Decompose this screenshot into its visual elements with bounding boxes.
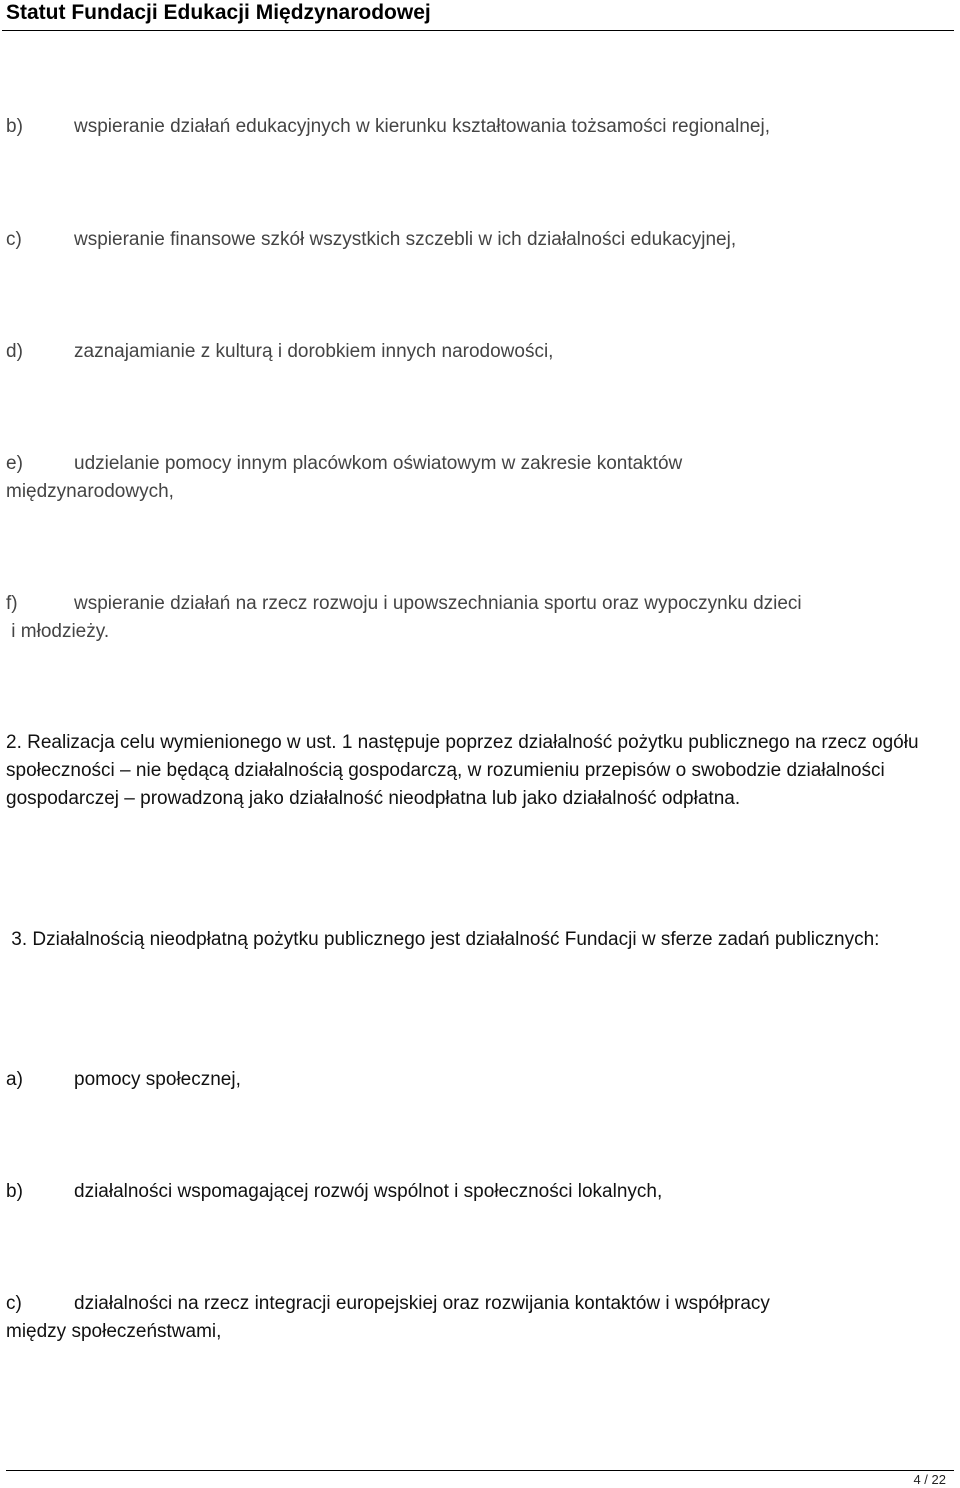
list-item-text: wspieranie działań na rzecz rozwoju i upowszechniania sportu oraz wypoczynku dzieci — [74, 593, 802, 614]
list-item-continuation: i młodzieży. — [6, 621, 110, 642]
list-marker: e) — [6, 453, 23, 474]
document-title: Statut Fundacji Edukacji Międzynarodowej — [6, 1, 431, 24]
list-marker: c) — [6, 1293, 22, 1314]
footer-divider — [6, 1470, 954, 1471]
list-item-text: działalności na rzecz integracji europejskiej oraz rozwijania kontaktów i współpracy — [74, 1293, 770, 1314]
list-marker: c) — [6, 229, 22, 250]
list-item-b — [6, 113, 954, 141]
list-marker: b) — [6, 1181, 23, 1202]
list-item-a — [6, 1066, 954, 1094]
list-marker: f) — [6, 593, 18, 614]
list-item-text: wspieranie finansowe szkół wszystkich szczebli w ich działalności edukacyjnej, — [74, 229, 737, 250]
list-item-text: udzielanie pomocy innym placówkom oświatowym w zakresie kontaktów — [74, 453, 683, 474]
list-item-continuation: międzynarodowych, — [6, 481, 174, 502]
list-item-text: zaznajamianie z kulturą i dorobkiem innych narodowości, — [74, 341, 554, 362]
list-marker: d) — [6, 341, 23, 362]
list-item-continuation: między społeczeństwami, — [6, 1321, 222, 1342]
list-item-text: działalności wspomagającej rozwój wspólnot i społeczności lokalnych, — [74, 1181, 663, 1202]
paragraph-section-3: 3. Działalnością nieodpłatną pożytku publicznego jest działalność Fundacji w sferze zadań publicznych: — [6, 929, 880, 950]
list-item-c2 — [6, 1290, 954, 1346]
list-item-c — [6, 226, 954, 254]
header-divider — [2, 30, 954, 31]
list-item-b2 — [6, 1178, 954, 1206]
list-item-d — [6, 338, 954, 366]
list-item-f — [6, 590, 954, 646]
list-item-text: pomocy społecznej, — [74, 1069, 241, 1090]
list-marker: a) — [6, 1069, 23, 1090]
list-item-e — [6, 450, 954, 506]
paragraph-section-2: 2. Realizacja celu wymienionego w ust. 1 następuje poprzez działalność pożytku publicznego na rzecz ogółu społeczności – nie będącą działalnością gospodarczą, w rozumieniu przepisów o swobodzie działalności gospodarczej – prowadzoną jako działalność nieodpłatna lub jako działalność odpłatna. — [6, 732, 919, 809]
list-marker: b) — [6, 116, 23, 137]
list-item-text: wspieranie działań edukacyjnych w kierunku kształtowania tożsamości regionalnej, — [74, 116, 770, 137]
page-number: 4 / 22 — [913, 1472, 946, 1487]
